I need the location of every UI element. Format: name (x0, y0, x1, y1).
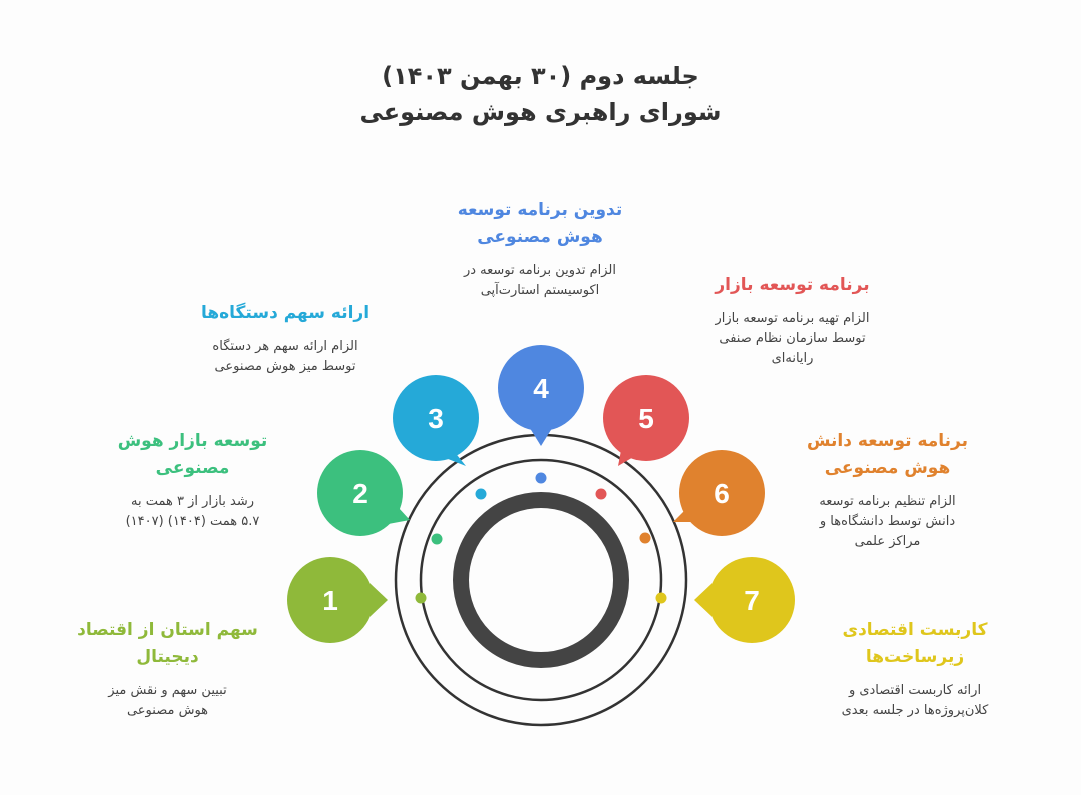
badge-2 (317, 450, 410, 536)
item-3 (190, 300, 380, 377)
item-7-description: ارائه کاربست اقتصادی و کلان‌پروژه‌ها در جلسه بعدی (841, 683, 989, 718)
item-4-description: الزام تدوین برنامه توسعه در اکوسیستم استارت‌آپی (463, 263, 616, 298)
badge-3-number: 3 (428, 403, 444, 434)
badge-7-number: 7 (744, 585, 760, 616)
badge-4 (498, 345, 584, 446)
dot-5 (596, 489, 607, 500)
item-6-heading: برنامه توسعه دانش هوش مصنوعی (806, 431, 969, 478)
item-4-heading: تدوین برنامه توسعه هوش مصنوعی (457, 200, 623, 247)
item-1-heading: سهم استان از اقتصاد دیجیتال (77, 620, 258, 667)
item-3-description: الزام ارائه سهم هر دستگاه توسط میز هوش مصنوعی (212, 339, 358, 374)
item-2-description: رشد بازار از ۳ همت به ۵.۷ همت (۱۴۰۴) (۱۴۰۷) (125, 494, 260, 529)
badge-6-number: 6 (714, 478, 730, 509)
badge-1-number: 1 (322, 585, 338, 616)
title-line-1: جلسه دوم (۳۰ بهمن ۱۴۰۳) (382, 62, 699, 90)
badge-5-number: 5 (638, 403, 654, 434)
item-5-heading: برنامه توسعه بازار (715, 275, 870, 295)
badge-3 (393, 375, 479, 466)
item-3-heading: ارائه سهم دستگاه‌ها (200, 303, 370, 323)
item-5-description: الزام تهیه برنامه توسعه بازار توسط سازمان نظام صنفی رایانه‌ای (715, 311, 870, 366)
dot-1 (416, 593, 427, 604)
item-4 (440, 197, 640, 301)
item-2-heading: توسعه بازار هوش مصنوعی (117, 431, 268, 478)
item-7 (820, 617, 1010, 721)
dot-7 (656, 593, 667, 604)
badge-1 (287, 557, 388, 643)
item-6 (790, 428, 985, 552)
badge-2-number: 2 (352, 478, 368, 509)
item-7-heading: کاربست اقتصادی زیرساخت‌ها (842, 620, 988, 667)
title-line-2: شورای راهبری هوش مصنوعی (359, 98, 722, 126)
item-5 (690, 272, 895, 369)
badge-7 (694, 557, 795, 643)
inner-thick-ring (461, 500, 621, 660)
dot-6 (640, 533, 651, 544)
item-1-description: تبیین سهم و نقش میز هوش مصنوعی (108, 683, 227, 718)
item-1 (75, 617, 260, 721)
badge-5 (603, 375, 689, 466)
item-2 (110, 428, 275, 532)
badge-6 (673, 450, 765, 536)
dot-4 (536, 473, 547, 484)
dot-3 (476, 489, 487, 500)
item-6-description: الزام تنظیم برنامه توسعه دانش توسط دانشگاه‌ها و مراکز علمی (819, 494, 956, 549)
badge-4-number: 4 (533, 373, 549, 404)
dot-2 (432, 534, 443, 545)
